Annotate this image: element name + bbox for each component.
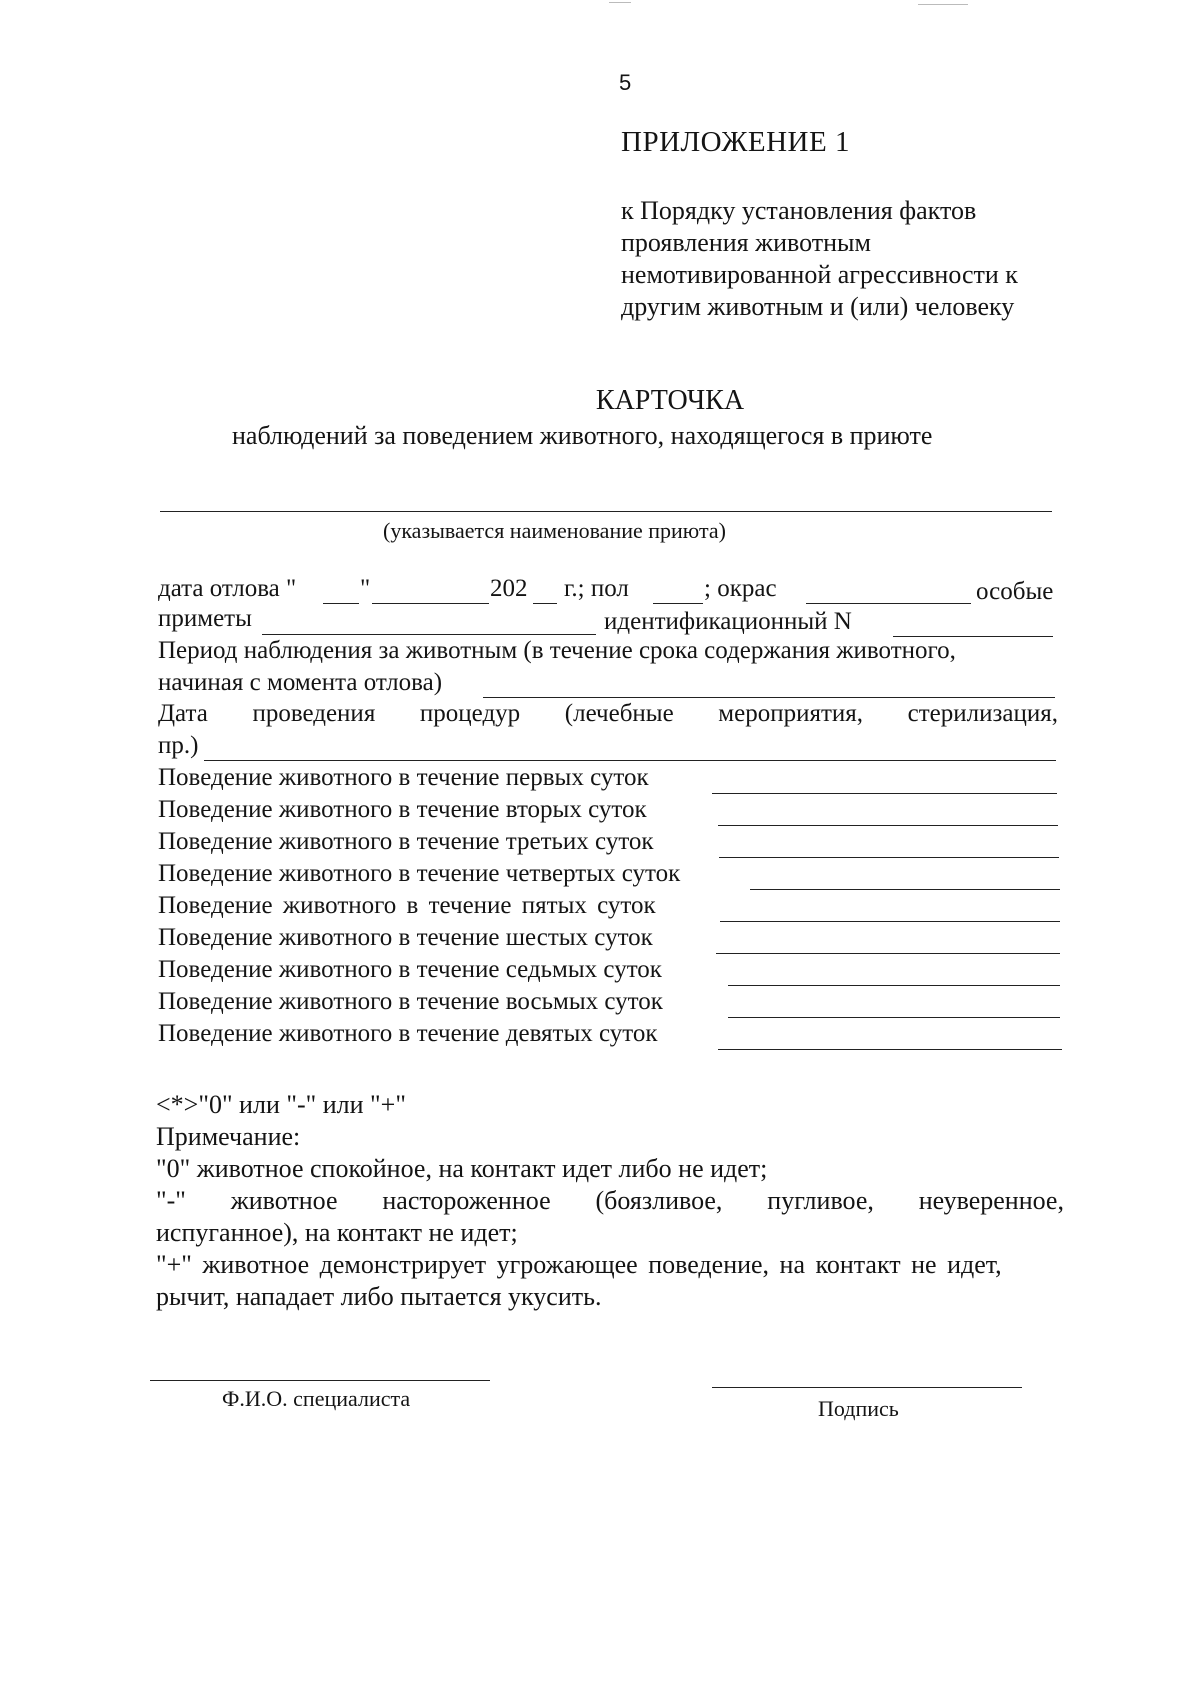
behavior-day-line[interactable] <box>728 985 1060 986</box>
appendix-title: ПРИЛОЖЕНИЕ 1 <box>621 126 850 158</box>
behavior-day-label: Поведение животного в течение шестых суток <box>158 924 653 951</box>
appendix-subtitle-line: проявления животным <box>621 228 871 257</box>
signature-line[interactable] <box>712 1387 1022 1388</box>
scan-mark <box>609 2 631 3</box>
card-subtitle: наблюдений за поведением животного, находящегося в приюте <box>232 421 933 450</box>
behavior-day-line[interactable] <box>716 953 1060 954</box>
year-prefix: 202 <box>490 575 528 602</box>
capture-month-line[interactable] <box>372 603 489 604</box>
note-minus-word: (боязливое, <box>595 1186 723 1215</box>
capture-date-label: дата отлова " <box>158 575 297 602</box>
specialist-name-line[interactable] <box>150 1380 490 1381</box>
shelter-name-line[interactable] <box>160 511 1052 512</box>
procedures-word: Дата <box>158 700 208 727</box>
capture-day-line[interactable] <box>323 603 359 604</box>
behavior-day-label: Поведение животного в течение девятых суток <box>158 1020 658 1047</box>
behavior-day-line[interactable] <box>719 857 1059 858</box>
note-zero: "0" животное спокойное, на контакт идет либо не идет; <box>156 1154 768 1183</box>
behavior-day-line[interactable] <box>718 825 1058 826</box>
appendix-subtitle-line: немотивированной агрессивности к <box>621 260 1018 289</box>
behavior-day-line[interactable] <box>750 889 1060 890</box>
behavior-day-label: Поведение животного в течение четвертых суток <box>158 860 681 887</box>
color-line[interactable] <box>806 603 971 604</box>
page-number: 5 <box>619 70 632 95</box>
scan-mark <box>918 4 968 5</box>
procedures-label-line2: пр.) <box>158 732 199 759</box>
procedures-word: проведения <box>252 700 376 727</box>
period-label-line2: начиная с момента отлова) <box>158 669 443 696</box>
behavior-day-label: Поведение животного в течение третьих суток <box>158 828 654 855</box>
note-heading: Примечание: <box>156 1122 301 1151</box>
note-plus-line2: рычит, нападает либо пытается укусить. <box>156 1282 602 1311</box>
shelter-caption: (указывается наименование приюта) <box>383 518 726 543</box>
card-title: КАРТОЧКА <box>595 385 745 416</box>
note-minus-word: животное <box>230 1186 338 1215</box>
signature-caption: Подпись <box>818 1396 899 1421</box>
note-minus-line2: испуганное), на контакт не идет; <box>156 1218 518 1247</box>
year-suffix: г.; пол <box>564 575 629 602</box>
note-minus-word: "-" <box>156 1186 186 1215</box>
procedures-word: процедур <box>419 700 521 727</box>
behavior-day-label: Поведение животного в течение восьмых суток <box>158 988 663 1015</box>
procedures-line[interactable] <box>204 760 1056 761</box>
appendix-subtitle-line: к Порядку установления фактов <box>621 196 977 225</box>
procedures-word: стерилизация, <box>907 700 1058 727</box>
behavior-day-label: Поведение животного в течение пятых суток <box>158 892 656 919</box>
sex-line[interactable] <box>653 603 703 604</box>
procedures-word: (лечебные <box>564 700 674 727</box>
note-minus-word: пугливое, <box>767 1186 874 1215</box>
period-line[interactable] <box>483 697 1055 698</box>
note-minus-word: настороженное <box>382 1186 551 1215</box>
procedures-label-line1 <box>158 700 1058 728</box>
special-word: особые <box>976 578 1054 605</box>
legend-symbols: <*>"0" или "-" или "+" <box>156 1090 406 1119</box>
specialist-caption: Ф.И.О. специалиста <box>222 1386 411 1411</box>
id-label: идентификационный N <box>604 608 852 635</box>
behavior-day-line[interactable] <box>712 793 1057 794</box>
note-minus-word: неуверенное, <box>918 1186 1064 1215</box>
behavior-day-line[interactable] <box>720 921 1060 922</box>
behavior-day-label: Поведение животного в течение первых суток <box>158 764 649 791</box>
period-label-line1: Период наблюдения за животным (в течение срока содержания животного, <box>158 637 956 664</box>
capture-year-line[interactable] <box>533 603 557 604</box>
behavior-day-line[interactable] <box>728 1017 1060 1018</box>
quote-close: " <box>360 575 371 602</box>
procedures-word: мероприятия, <box>718 700 864 727</box>
appendix-subtitle-line: другим животным и (или) человеку <box>621 292 1015 321</box>
marks-line[interactable] <box>262 634 596 635</box>
note-plus-line1: "+" животное демонстрирует угрожающее поведение, на контакт не идет, <box>156 1250 1002 1279</box>
marks-label: приметы <box>158 605 252 632</box>
behavior-day-label: Поведение животного в течение седьмых суток <box>158 956 662 983</box>
behavior-day-label: Поведение животного в течение вторых суток <box>158 796 647 823</box>
color-label: ; окрас <box>704 575 777 602</box>
behavior-day-line[interactable] <box>718 1049 1062 1050</box>
note-minus-line1 <box>156 1186 1064 1216</box>
